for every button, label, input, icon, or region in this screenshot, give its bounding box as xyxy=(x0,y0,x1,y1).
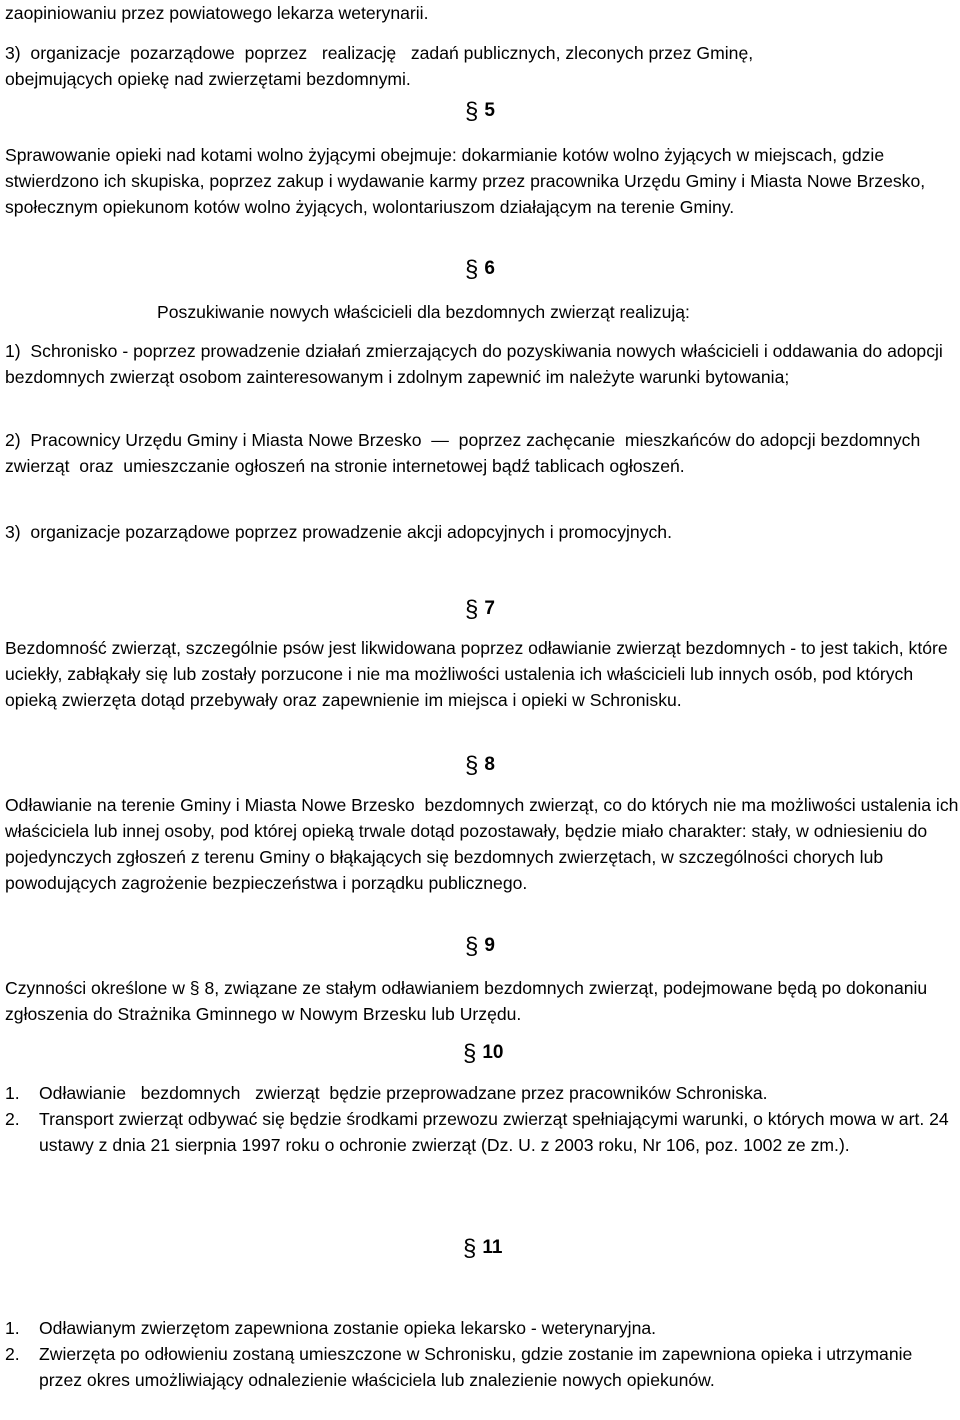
section-number: 10 xyxy=(482,1042,504,1063)
section-number: 6 xyxy=(484,258,495,279)
section-symbol: § xyxy=(463,1235,477,1262)
section-heading-6 xyxy=(465,256,495,283)
section-symbol: § xyxy=(465,256,479,283)
numbered-list xyxy=(5,1080,955,1158)
list-item-text: Zwierzęta po odłowieniu zostaną umieszczone w Schronisku, gdzie zostanie im zapewniona opieka i utrzymanie przez okres umożliwiający odnalezienie właściciela lub znalezienie nowych opiekunów. xyxy=(39,1344,913,1390)
section-number: 9 xyxy=(484,935,495,956)
section-number: 5 xyxy=(484,100,495,121)
list-number: 2. xyxy=(5,1344,20,1364)
paragraph: 2) Pracownicy Urzędu Gminy i Miasta Nowe Brzesko — poprzez zachęcanie mieszkańców do adopcji bezdomnych zwierząt oraz umieszczanie ogłoszeń na stronie internetowej bądź tablicach ogłoszeń. xyxy=(5,430,926,476)
section-symbol: § xyxy=(465,752,479,779)
list-item xyxy=(5,1106,955,1158)
list-item-text: Odławianie bezdomnych zwierząt będzie przeprowadzane przez pracowników Schroniska. xyxy=(39,1083,768,1103)
numbered-list xyxy=(5,1315,955,1393)
list-number: 2. xyxy=(5,1109,20,1129)
paragraph-intro: Poszukiwanie nowych właścicieli dla bezdomnych zwierząt realizują: xyxy=(157,302,690,322)
section-heading-10 xyxy=(463,1040,504,1067)
paragraph: 1) Schronisko - poprzez prowadzenie działań zmierzających do pozyskiwania nowych właścicieli i oddawania do adopcji bezdomnych zwierząt osobom zainteresowanym i zdolnym zapewnić im należyte warunki bytowania; xyxy=(5,341,948,387)
text-line: 3) organizacje pozarządowe poprzez realizację zadań publicznych, zleconych przez Gminę, xyxy=(5,43,754,63)
section-number: 11 xyxy=(482,1237,503,1258)
section-symbol: § xyxy=(465,933,479,960)
section-symbol: § xyxy=(463,1040,477,1067)
section-heading-9 xyxy=(465,933,495,960)
list-item xyxy=(5,1341,955,1393)
section-symbol: § xyxy=(465,98,479,125)
section-heading-11 xyxy=(463,1235,502,1262)
paragraph: Czynności określone w § 8, związane ze stałym odławianiem bezdomnych zwierząt, podejmowane będą po dokonaniu zgłoszenia do Strażnika Gminnego w Nowym Brzesku lub Urzędu. xyxy=(5,978,928,1024)
list-number: 1. xyxy=(5,1083,20,1103)
section-heading-8 xyxy=(465,752,495,779)
text-line: zaopiniowaniu przez powiatowego lekarza weterynarii. xyxy=(5,3,429,23)
list-item-text: Odławianym zwierzętom zapewniona zostanie opieka lekarsko - weterynaryjna. xyxy=(39,1318,657,1338)
paragraph: Sprawowanie opieki nad kotami wolno żyjącymi obejmuje: dokarmianie kotów wolno żyjących w miejscach, gdzie stwierdzono ich skupiska, poprzez zakup i wydawanie karmy przez pracownika Urzędu Gminy i Miasta Nowe Brzesko, społecznym opiekunom kotów wolno żyjących, wolontariuszom działającym na terenie Gminy. xyxy=(5,145,926,217)
list-number: 1. xyxy=(5,1318,20,1338)
list-item-text: Transport zwierząt odbywać się będzie środkami przewozu zwierząt spełniającymi warunki, o których mowa w art. 24 ustawy z dnia 21 sierpnia 1997 roku o ochronie zwierząt (Dz. U. z 2003 roku, Nr 106, poz. 1002 ze zm.). xyxy=(39,1109,949,1155)
section-number: 7 xyxy=(484,598,495,619)
paragraph: Bezdomność zwierząt, szczególnie psów jest likwidowana poprzez odławianie zwierząt bezdomnych - to jest takich, które uciekły, zabłąkały się lub zostały porzucone i nie ma możliwości ustalenia ich właścicieli lub innych osób, pod których opieką zwierzęta dotąd przebywały oraz zapewnienie im miejsca i opieki w Schronisku. xyxy=(5,638,948,710)
section-symbol: § xyxy=(465,596,479,623)
section-number: 8 xyxy=(484,754,495,775)
paragraph: Odławianie na terenie Gminy i Miasta Nowe Brzesko bezdomnych zwierząt, co do których nie ma możliwości ustalenia ich właściciela lub innej osoby, pod której opieką trwale dotąd pozostawały, będzie miało charakter: stały, w odniesieniu do pojedynczych zgłoszeń z terenu Gminy o błąkających się bezdomnych zwierzętach, w szczególności chorych lub powodujących zagrożenie bezpieczeństwa i porządku publicznego. xyxy=(5,795,959,893)
list-item xyxy=(5,1315,955,1341)
list-item xyxy=(5,1080,955,1106)
paragraph: 3) organizacje pozarządowe poprzez prowadzenie akcji adopcyjnych i promocyjnych. xyxy=(5,522,672,542)
text-line: obejmujących opiekę nad zwierzętami bezdomnymi. xyxy=(5,69,411,89)
section-heading-7 xyxy=(465,596,495,623)
section-heading-5 xyxy=(465,98,495,125)
